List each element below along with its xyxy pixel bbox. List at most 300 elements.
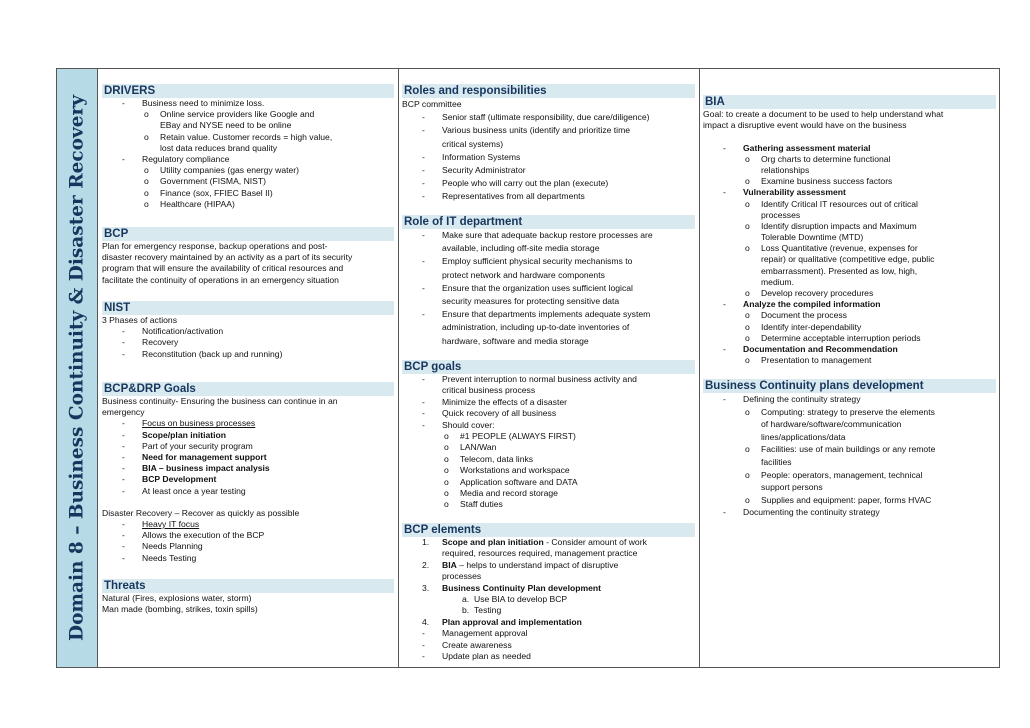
line-text: Goal: to create a document to be used to help understand what bbox=[703, 109, 944, 119]
line-text: Facilities: use of main buildings or any remote bbox=[761, 444, 936, 455]
text-line bbox=[402, 488, 695, 499]
bullet-marker: - bbox=[122, 418, 125, 429]
text-line bbox=[703, 232, 996, 243]
text-line bbox=[402, 628, 695, 639]
bullet-marker: - bbox=[422, 230, 425, 240]
bullet-marker: - bbox=[122, 541, 125, 552]
bullet-marker: - bbox=[422, 408, 425, 419]
line-text: Staff duties bbox=[460, 499, 503, 510]
text-line bbox=[402, 454, 695, 465]
line-text: repair) or qualitative (competitive edge, public bbox=[761, 254, 935, 265]
line-text: Analyze the compiled information bbox=[743, 299, 881, 310]
line-text: Need for management support bbox=[142, 451, 267, 462]
line-text: Should cover: bbox=[442, 419, 495, 430]
line-text: Develop recovery procedures bbox=[761, 288, 874, 298]
bullet-marker: - bbox=[422, 112, 425, 123]
line-text: Man made (bombing, strikes, toxin spills) bbox=[102, 604, 258, 615]
text-line bbox=[703, 506, 996, 519]
line-text: required, resources required, management practice bbox=[442, 548, 638, 559]
line-text: People: operators, management, technical bbox=[761, 469, 923, 480]
text-line bbox=[102, 452, 394, 463]
bullet-marker: o bbox=[745, 310, 750, 321]
line-text: Update plan as needed bbox=[442, 650, 531, 661]
text-line bbox=[102, 441, 394, 452]
bcp-section bbox=[102, 227, 394, 286]
line-text: embarrassment). Presented as low, high, bbox=[761, 265, 918, 276]
text-line bbox=[703, 393, 996, 406]
bcp-goals-section bbox=[402, 360, 695, 511]
line-text: Identify Critical IT resources out of critical bbox=[761, 198, 918, 209]
line-text: Recovery bbox=[142, 337, 179, 348]
line-text: 3 Phases of actions bbox=[102, 315, 178, 325]
line-text: Telecom, data links bbox=[460, 453, 534, 464]
line-text: Identify disruption impacts and Maximum bbox=[761, 220, 917, 231]
text-line bbox=[703, 494, 996, 507]
text-line bbox=[102, 541, 394, 552]
text-line bbox=[402, 295, 695, 308]
bullet-marker: o bbox=[745, 321, 750, 332]
line-text: Prevent interruption to normal business activity and bbox=[442, 374, 637, 384]
line-text: Minimize the effects of a disaster bbox=[442, 396, 567, 407]
bullet-marker: - bbox=[122, 98, 125, 108]
line-text: Government (FISMA, NIST) bbox=[160, 176, 267, 187]
text-line bbox=[703, 154, 996, 165]
line-text: security measures for protecting sensitive data bbox=[442, 295, 620, 306]
text-line bbox=[102, 188, 394, 199]
line-text: Management approval bbox=[442, 628, 528, 639]
line-text: Loss Quantitative (revenue, expenses for bbox=[761, 243, 918, 254]
text-line bbox=[703, 131, 996, 142]
line-text: Scope/plan initiation bbox=[142, 429, 227, 440]
line-text: Documentation and Recommendation bbox=[743, 343, 898, 354]
line-text: hardware, software and media storage bbox=[442, 335, 589, 346]
line-text: Supplies and equipment: paper, forms HVAC bbox=[761, 494, 932, 505]
text-line bbox=[102, 337, 394, 348]
bullet-marker: - bbox=[122, 440, 125, 451]
bia-section bbox=[703, 95, 996, 366]
text-line bbox=[703, 221, 996, 232]
text-line bbox=[102, 497, 394, 508]
text-line bbox=[102, 519, 394, 530]
line-text: Defining the continuity strategy bbox=[743, 394, 861, 404]
line-text: Employ sufficient physical security mechanisms to bbox=[442, 256, 633, 267]
bullet-marker: - bbox=[122, 463, 125, 474]
bullet-marker: - bbox=[422, 374, 425, 384]
bullet-marker: o bbox=[144, 187, 149, 198]
bullet-marker: o bbox=[444, 453, 449, 464]
bullet-marker: - bbox=[422, 396, 425, 407]
text-line bbox=[102, 165, 394, 176]
bullet-marker: - bbox=[422, 628, 425, 639]
line-text: Healthcare (HIPAA) bbox=[160, 198, 235, 209]
line-text: Regulatory compliance bbox=[142, 153, 230, 164]
line-text: Plan for emergency response, backup operations and post- bbox=[102, 241, 328, 251]
bullet-marker: - bbox=[122, 326, 125, 337]
bullet-marker: o bbox=[444, 476, 449, 487]
bullet-marker: o bbox=[745, 332, 750, 343]
text-line bbox=[402, 177, 695, 190]
text-line bbox=[402, 548, 695, 559]
text-line bbox=[703, 355, 996, 366]
column-3 bbox=[699, 69, 999, 667]
text-line bbox=[102, 486, 394, 497]
text-line bbox=[703, 165, 996, 176]
line-text: Document the process bbox=[761, 310, 847, 321]
bullet-marker: - bbox=[723, 187, 726, 198]
text-line bbox=[703, 406, 996, 419]
bullet-marker: - bbox=[723, 142, 726, 153]
line-text: Ensure that departments implements adequate system bbox=[442, 309, 651, 320]
line-text: Tolerable Downtime (MTD) bbox=[761, 232, 864, 243]
bullet-marker: o bbox=[444, 487, 449, 498]
line-text: relationships bbox=[761, 164, 810, 175]
bullet-marker: - bbox=[422, 191, 425, 202]
text-line bbox=[703, 469, 996, 482]
line-text: Various business units (identify and prioritize time bbox=[442, 125, 631, 136]
line-text: Create awareness bbox=[442, 639, 512, 650]
line-text-tail: – helps to understand impact of disruptive bbox=[456, 559, 619, 570]
text-line bbox=[703, 109, 996, 120]
bullet-marker: o bbox=[444, 442, 449, 453]
bullet-marker: - bbox=[723, 507, 726, 518]
line-text: Notification/activation bbox=[142, 326, 224, 337]
bullet-marker: o bbox=[745, 469, 750, 480]
text-line bbox=[102, 315, 394, 326]
threats-heading: Threats bbox=[102, 579, 394, 593]
roles-heading: Roles and responsibilities bbox=[402, 84, 695, 98]
line-text: facilities bbox=[761, 456, 792, 467]
line-text: BIA – business impact analysis bbox=[142, 463, 270, 474]
bullet-marker: - bbox=[122, 530, 125, 541]
bullet-marker: - bbox=[122, 519, 125, 530]
line-text: Finance (sox, FFIEC Basel II) bbox=[160, 187, 273, 198]
text-line bbox=[102, 98, 394, 109]
text-line bbox=[402, 321, 695, 334]
text-line bbox=[703, 418, 996, 431]
line-text: Business continuity- Ensuring the business can continue in an bbox=[102, 396, 338, 406]
bullet-marker: - bbox=[422, 178, 425, 189]
line-text: Needs Testing bbox=[142, 552, 197, 563]
line-text: Determine acceptable interruption periods bbox=[761, 332, 921, 343]
line-text: Online service providers like Google and bbox=[160, 109, 315, 120]
line-text: Disaster Recovery – Recover as quickly as possible bbox=[102, 507, 300, 518]
text-line bbox=[703, 277, 996, 288]
text-line bbox=[703, 254, 996, 265]
bullet-marker: o bbox=[144, 176, 149, 187]
text-line bbox=[402, 397, 695, 408]
line-text: Utility companies (gas energy water) bbox=[160, 165, 299, 176]
bullet-marker: - bbox=[723, 394, 726, 404]
drivers-heading: DRIVERS bbox=[102, 84, 394, 98]
it-role-section bbox=[402, 215, 695, 348]
bcp-elements-section bbox=[402, 523, 695, 662]
line-text: Ensure that the organization uses sufficient logical bbox=[442, 282, 633, 293]
line-text: medium. bbox=[761, 276, 794, 287]
text-line bbox=[102, 508, 394, 519]
text-line bbox=[703, 344, 996, 355]
text-line bbox=[402, 605, 695, 616]
bullet-marker: o bbox=[144, 165, 149, 176]
line-text: critical business process bbox=[442, 385, 536, 396]
text-line bbox=[703, 243, 996, 254]
line-text: Make sure that adequate backup restore processes are bbox=[442, 230, 653, 240]
goals-heading: BCP&DRP Goals bbox=[102, 382, 394, 396]
text-line bbox=[402, 255, 695, 268]
line-text: Scope and plan initiation bbox=[442, 537, 544, 547]
text-line bbox=[102, 176, 394, 187]
text-line bbox=[402, 431, 695, 442]
text-line bbox=[102, 604, 394, 615]
bullet-marker: o bbox=[144, 109, 149, 120]
text-line bbox=[703, 143, 996, 154]
text-line bbox=[102, 143, 394, 154]
line-text: Reconstitution (back up and running) bbox=[142, 348, 283, 359]
text-line bbox=[102, 275, 394, 286]
bullet-marker: - bbox=[122, 485, 125, 496]
bullet-marker: - bbox=[723, 299, 726, 310]
column-1 bbox=[99, 69, 397, 667]
line-text: disaster recovery maintained by an activity as a part of its security bbox=[102, 252, 353, 263]
text-line bbox=[102, 593, 394, 604]
bullet-marker: b. bbox=[462, 605, 470, 616]
text-line bbox=[402, 408, 695, 419]
bullet-marker: o bbox=[745, 494, 750, 505]
line-text: Natural (Fires, explosions water, storm) bbox=[102, 593, 252, 603]
text-line bbox=[102, 154, 394, 165]
text-line bbox=[402, 465, 695, 476]
bullet-marker: - bbox=[422, 309, 425, 320]
line-text: processes bbox=[761, 209, 801, 220]
line-text: Plan approval and implementation bbox=[442, 616, 582, 627]
text-line bbox=[102, 199, 394, 210]
bullet-marker: o bbox=[444, 499, 449, 510]
line-text: LAN/Wan bbox=[460, 442, 497, 453]
text-line bbox=[402, 651, 695, 662]
text-line bbox=[102, 407, 394, 418]
text-line bbox=[402, 617, 695, 628]
bullet-marker: - bbox=[122, 337, 125, 348]
bcp-heading: BCP bbox=[102, 227, 394, 241]
line-text: lines/applications/data bbox=[761, 431, 846, 442]
text-line bbox=[102, 241, 394, 252]
text-line bbox=[703, 456, 996, 469]
threats-section bbox=[102, 579, 394, 615]
bullet-marker: - bbox=[422, 639, 425, 650]
text-line bbox=[703, 176, 996, 187]
text-line bbox=[703, 199, 996, 210]
bullet-marker: - bbox=[422, 164, 425, 175]
bullet-marker: - bbox=[122, 153, 125, 164]
bullet-marker: o bbox=[745, 198, 750, 209]
line-text: Needs Planning bbox=[142, 541, 203, 552]
domain-table bbox=[56, 68, 1000, 668]
text-line bbox=[402, 111, 695, 124]
bullet-marker: o bbox=[745, 355, 750, 366]
bullet-marker: o bbox=[444, 430, 449, 441]
line-text: emergency bbox=[102, 407, 145, 418]
text-line bbox=[703, 333, 996, 344]
text-line bbox=[102, 474, 394, 485]
line-text: Computing: strategy to preserve the elements bbox=[761, 406, 935, 417]
text-line bbox=[102, 326, 394, 337]
text-line bbox=[402, 164, 695, 177]
bullet-marker: - bbox=[723, 343, 726, 354]
text-line bbox=[102, 530, 394, 541]
line-text: BCP Development bbox=[142, 474, 217, 485]
line-text: Gathering assessment material bbox=[743, 142, 871, 153]
text-line bbox=[102, 263, 394, 274]
line-text: of hardware/software/communication bbox=[761, 419, 902, 430]
text-line bbox=[102, 349, 394, 360]
line-text: Information Systems bbox=[442, 151, 521, 162]
side-title: Domain 8 – Business Continuity & Disaster Recovery bbox=[66, 95, 88, 641]
text-line bbox=[703, 431, 996, 444]
text-line bbox=[703, 299, 996, 310]
line-text: lost data reduces brand quality bbox=[160, 142, 278, 153]
text-line bbox=[402, 151, 695, 164]
line-text: Testing bbox=[474, 605, 502, 616]
line-text: Workstations and workspace bbox=[460, 465, 570, 476]
line-text: support persons bbox=[761, 482, 823, 493]
line-text: program that will ensure the availability of critical resources and bbox=[102, 263, 344, 274]
line-text: #1 PEOPLE (ALWAYS FIRST) bbox=[460, 430, 576, 441]
text-line bbox=[402, 138, 695, 151]
text-line bbox=[402, 335, 695, 348]
text-line bbox=[402, 385, 695, 396]
text-line bbox=[402, 442, 695, 453]
line-text: Business need to minimize loss. bbox=[142, 98, 265, 108]
bullet-marker: - bbox=[422, 282, 425, 293]
text-line bbox=[402, 98, 695, 111]
text-line bbox=[102, 463, 394, 474]
column-2 bbox=[398, 69, 698, 667]
line-text: Application software and DATA bbox=[460, 476, 578, 487]
bullet-marker: o bbox=[444, 465, 449, 476]
bullet-marker: o bbox=[745, 444, 750, 455]
line-text: Senior staff (ultimate responsibility, due care/diligence) bbox=[442, 112, 650, 123]
line-text: BIA bbox=[442, 559, 457, 570]
text-line bbox=[102, 418, 394, 429]
line-text: Retain value. Customer records = high value, bbox=[160, 131, 333, 142]
side-title-bar bbox=[57, 69, 98, 667]
elements-heading: BCP elements bbox=[402, 523, 695, 537]
bcp-drp-goals-section bbox=[102, 382, 394, 564]
line-text: Documenting the continuity strategy bbox=[743, 507, 880, 518]
text-line bbox=[402, 308, 695, 321]
bullet-marker: - bbox=[122, 474, 125, 485]
text-line bbox=[703, 322, 996, 333]
text-line bbox=[402, 190, 695, 203]
it-role-heading: Role of IT department bbox=[402, 215, 695, 229]
line-text: Identify inter-dependability bbox=[761, 321, 862, 332]
text-line bbox=[402, 477, 695, 488]
bia-heading: BIA bbox=[703, 95, 996, 109]
line-text: EBay and NYSE need to be online bbox=[160, 120, 292, 131]
line-text: Examine business success factors bbox=[761, 176, 893, 187]
line-text: BCP committee bbox=[402, 99, 462, 109]
line-text: facilitate the continuity of operations in an emergency situation bbox=[102, 274, 339, 285]
line-text: impact a disruptive event would have on the business bbox=[703, 120, 907, 131]
text-line bbox=[102, 553, 394, 564]
bullet-marker: o bbox=[745, 243, 750, 254]
nist-heading: NIST bbox=[102, 301, 394, 315]
text-line bbox=[102, 396, 394, 407]
text-line bbox=[402, 374, 695, 385]
line-text: protect network and hardware components bbox=[442, 269, 605, 280]
bullet-marker: o bbox=[745, 153, 750, 164]
text-line bbox=[703, 120, 996, 131]
line-text: Presentation to management bbox=[761, 355, 872, 366]
text-line bbox=[402, 242, 695, 255]
bullet-marker: - bbox=[122, 552, 125, 563]
text-line bbox=[102, 120, 394, 131]
line-text-tail: - Consider amount of work bbox=[543, 537, 647, 547]
bullet-marker: o bbox=[144, 131, 149, 142]
bullet-marker: o bbox=[144, 198, 149, 209]
text-line bbox=[402, 571, 695, 582]
text-line bbox=[402, 537, 695, 548]
bullet-marker: a. bbox=[462, 593, 470, 604]
text-line bbox=[402, 420, 695, 431]
text-line bbox=[703, 443, 996, 456]
bullet-marker: o bbox=[745, 406, 750, 417]
bullet-marker: 4. bbox=[422, 616, 430, 627]
line-text: critical systems) bbox=[442, 138, 504, 149]
drivers-section bbox=[102, 84, 394, 210]
text-line bbox=[703, 310, 996, 321]
text-line bbox=[402, 282, 695, 295]
line-text: Representatives from all departments bbox=[442, 191, 585, 202]
bcp-goals-heading: BCP goals bbox=[402, 360, 695, 374]
line-text: available, including off-site media storage bbox=[442, 243, 600, 254]
text-line bbox=[703, 481, 996, 494]
line-text: administration, including up-to-date inventories of bbox=[442, 322, 630, 333]
text-line bbox=[703, 288, 996, 299]
line-text: processes bbox=[442, 571, 482, 582]
line-text: People who will carry out the plan (execute) bbox=[442, 178, 609, 189]
bullet-marker: 1. bbox=[422, 537, 430, 547]
nist-section bbox=[102, 301, 394, 360]
bullet-marker: - bbox=[422, 256, 425, 267]
bullet-marker: - bbox=[422, 419, 425, 430]
line-text: Org charts to determine functional bbox=[761, 153, 891, 164]
bullet-marker: - bbox=[122, 348, 125, 359]
text-line bbox=[402, 229, 695, 242]
bcp-dev-heading: Business Continuity plans development bbox=[703, 379, 996, 393]
line-text: Quick recovery of all business bbox=[442, 408, 557, 419]
text-line bbox=[102, 252, 394, 263]
bullet-marker: o bbox=[745, 176, 750, 187]
bullet-marker: 2. bbox=[422, 559, 430, 570]
text-line bbox=[402, 124, 695, 137]
text-line bbox=[402, 269, 695, 282]
bullet-marker: - bbox=[122, 429, 125, 440]
text-line bbox=[402, 583, 695, 594]
text-line bbox=[402, 560, 695, 571]
bullet-marker: o bbox=[745, 288, 750, 298]
line-text: Heavy IT focus bbox=[142, 519, 200, 530]
bullet-marker: - bbox=[122, 451, 125, 462]
text-line bbox=[102, 430, 394, 441]
line-text: Part of your security program bbox=[142, 440, 253, 451]
line-text: Allows the execution of the BCP bbox=[142, 530, 265, 541]
text-line bbox=[102, 109, 394, 120]
line-text: Security Administrator bbox=[442, 164, 526, 175]
text-line bbox=[703, 210, 996, 221]
bcp-development-section bbox=[703, 379, 996, 519]
text-line bbox=[102, 132, 394, 143]
bullet-marker: - bbox=[422, 125, 425, 136]
